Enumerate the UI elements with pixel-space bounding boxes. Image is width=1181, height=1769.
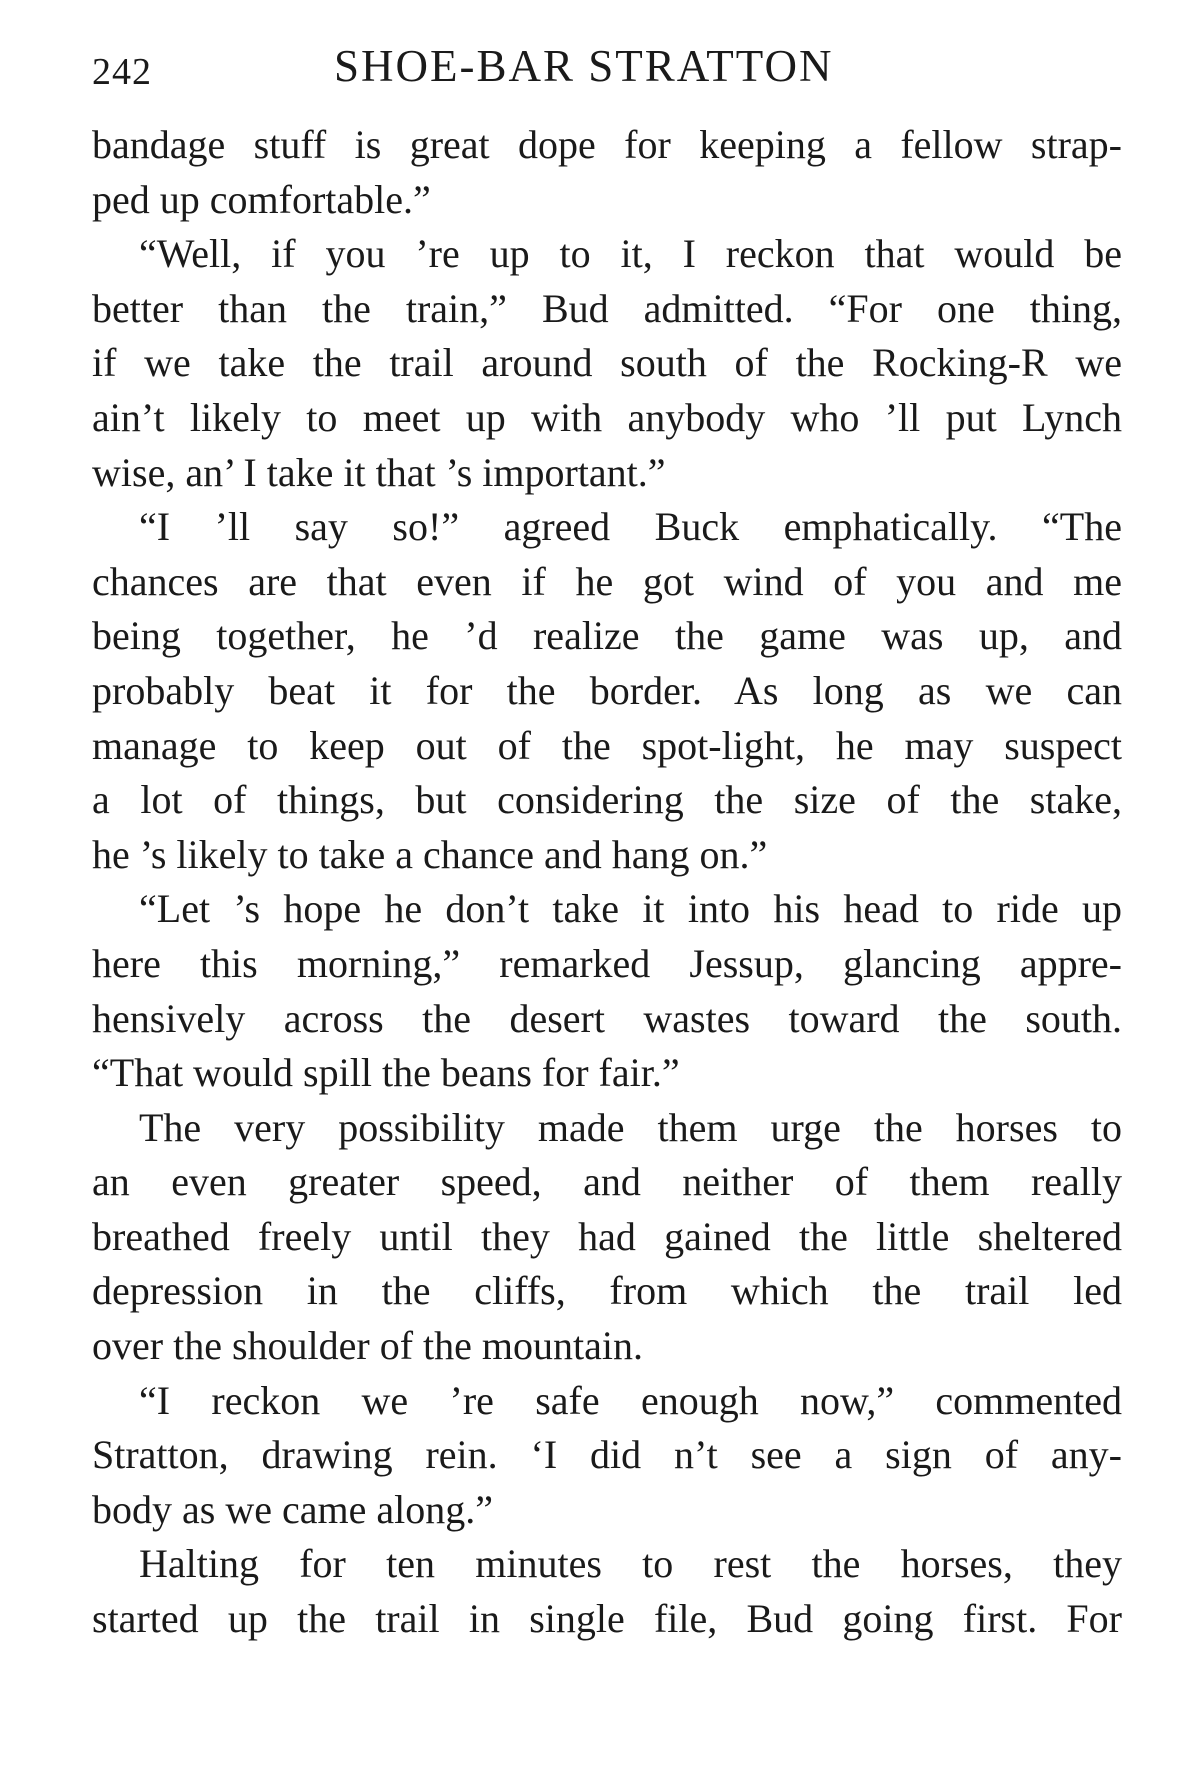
- text-line: better than the train,” Bud admitted. “For one thing,: [92, 285, 1122, 331]
- text-line: body as we came along.”: [92, 1486, 493, 1532]
- text-line: Halting for ten minutes to rest the horses, they: [139, 1541, 1122, 1587]
- running-title: SHOE-BAR STRATTON: [334, 41, 834, 91]
- text-line: started up the trail in single file, Bud going first. For: [92, 1596, 1122, 1642]
- text-line: wise, an’ I take it that ’s important.”: [92, 449, 666, 495]
- text-line: ain’t likely to meet up with anybody who ’ll put Lynch: [92, 394, 1122, 440]
- text-line: Stratton, drawing rein. ‘I did n’t see a sign of any-: [92, 1432, 1122, 1478]
- text-line: an even greater speed, and neither of them really: [92, 1159, 1122, 1205]
- text-line: depression in the cliffs, from which the trail led: [92, 1268, 1122, 1314]
- text-line: bandage stuff is great dope for keeping a fellow strap-: [92, 122, 1122, 167]
- text-line: “I reckon we ’re safe enough now,” commented: [139, 1377, 1122, 1423]
- text-line: hensively across the desert wastes toward the south.: [92, 995, 1122, 1041]
- text-line: chances are that even if he got wind of you and me: [92, 558, 1122, 604]
- text-line: a lot of things, but considering the size of the stake,: [92, 777, 1122, 823]
- text-line: probably beat it for the border. As long as we can: [92, 667, 1122, 713]
- text-line: being together, he ’d realize the game was up, and: [92, 613, 1122, 659]
- text-line: if we take the trail around south of the Rocking-R we: [92, 340, 1122, 386]
- text-line: “Let ’s hope he don’t take it into his head to ride up: [139, 886, 1122, 932]
- text-line: The very possibility made them urge the horses to: [139, 1104, 1122, 1150]
- text-line: manage to keep out of the spot-light, he may suspect: [92, 722, 1122, 768]
- text-line: he ’s likely to take a chance and hang on.”: [92, 831, 768, 877]
- body-text: [92, 118, 1122, 1647]
- text-line: “That would spill the beans for fair.”: [92, 1050, 680, 1096]
- text-line: breathed freely until they had gained the little sheltered: [92, 1213, 1122, 1259]
- text-line: “I ’ll say so!” agreed Buck emphatically. “The: [139, 504, 1122, 550]
- text-line: “Well, if you ’re up to it, I reckon that would be: [139, 231, 1122, 277]
- page-header: [92, 36, 1122, 106]
- text-line: over the shoulder of the mountain.: [92, 1323, 643, 1369]
- text-line: ped up comfortable.”: [92, 176, 431, 222]
- text-line: here this morning,” remarked Jessup, glancing appre-: [92, 940, 1122, 986]
- page-number: 242: [92, 51, 152, 93]
